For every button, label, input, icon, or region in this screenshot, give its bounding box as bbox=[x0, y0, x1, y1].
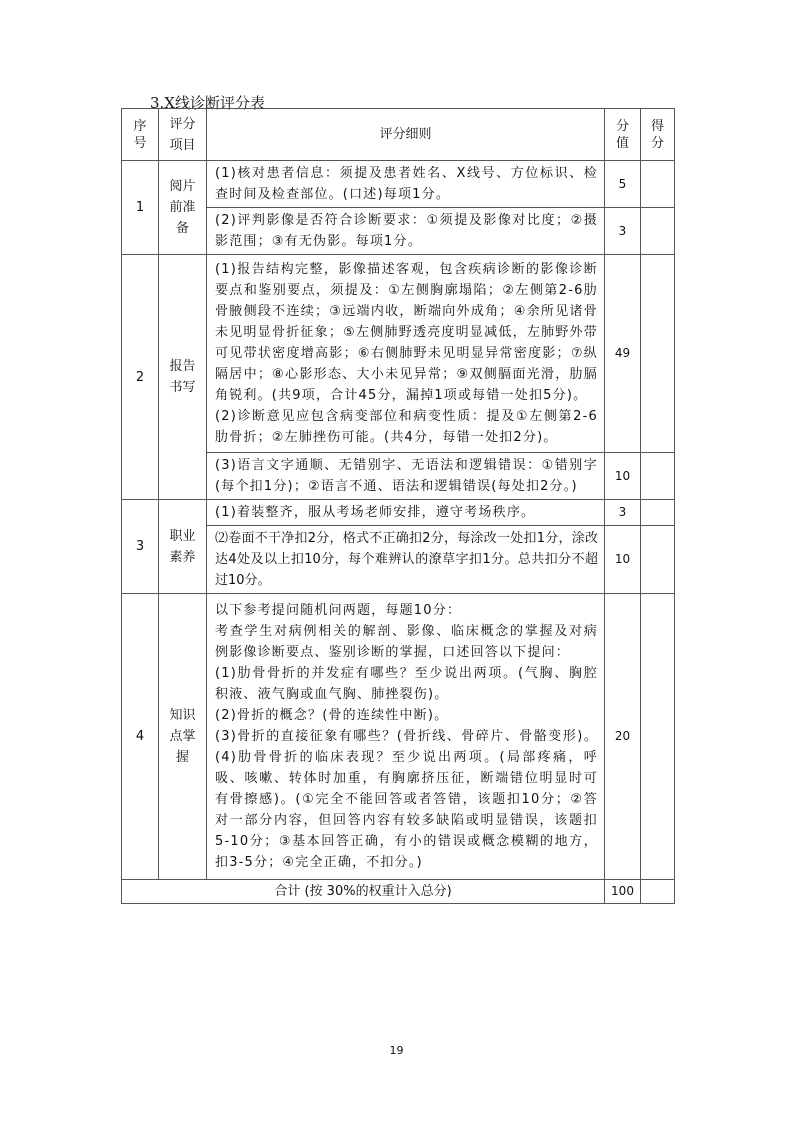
rule-text: ⑵卷面不干净扣2分，格式不正确扣2分，每涂改一处扣1分，涂改达4处及以上扣10分，每个难辨认的潦草字扣1分。总共扣分不超过10分。 bbox=[207, 526, 605, 594]
score-value: 5 bbox=[605, 161, 641, 208]
score-input[interactable] bbox=[641, 453, 675, 500]
row-item: 阅片前准备 bbox=[159, 161, 207, 255]
rule-text bbox=[207, 594, 605, 880]
score-input[interactable] bbox=[641, 161, 675, 208]
rule-text: (1)核对患者信息：须提及患者姓名、X线号、方位标识、检查时间及检查部位。(口述)每项1分。 bbox=[207, 161, 605, 208]
rule-paragraph: 以下参考提问随机问两题，每题10分： bbox=[215, 603, 462, 618]
table-row bbox=[122, 500, 675, 526]
rule-text bbox=[207, 255, 605, 453]
score-value: 10 bbox=[605, 526, 641, 594]
score-value: 10 bbox=[605, 453, 641, 500]
rule-text: (1)着装整齐，服从考场老师安排，遵守考场秩序。 bbox=[207, 500, 605, 526]
score-value: 3 bbox=[605, 208, 641, 255]
row-no: 2 bbox=[122, 255, 159, 500]
row-no: 3 bbox=[122, 500, 159, 594]
scoring-table bbox=[121, 108, 675, 904]
table-row bbox=[122, 594, 675, 880]
total-row bbox=[122, 880, 675, 904]
row-no: 4 bbox=[122, 594, 159, 880]
score-value: 3 bbox=[605, 500, 641, 526]
rule-paragraph: (1)肋骨骨折的并发症有哪些？至少说出两项。(气胸、胸腔积液、液气胸或血气胸、肺挫裂伤)。 bbox=[215, 666, 598, 702]
score-input[interactable] bbox=[641, 255, 675, 453]
table-row bbox=[122, 255, 675, 453]
row-item: 报告书写 bbox=[159, 255, 207, 500]
section-title: 3.X线诊断评分表 bbox=[150, 94, 265, 112]
row-item: 职业素养 bbox=[159, 500, 207, 594]
score-value: 20 bbox=[605, 594, 641, 880]
header-row bbox=[122, 109, 675, 161]
total-input[interactable] bbox=[641, 880, 675, 904]
score-input[interactable] bbox=[641, 594, 675, 880]
rule-text: (3)语言文字通顺、无错别字、无语法和逻辑错误：①错别字(每个扣1分)；②语言不通、语法和逻辑错误(每处扣2分。) bbox=[207, 453, 605, 500]
rule-paragraph: (2)诊断意见应包含病变部位和病变性质：提及①左侧第2-6肋骨折；②左肺挫伤可能。(共4分，每错一处扣2分)。 bbox=[215, 409, 598, 445]
header-no: 序号 bbox=[122, 109, 159, 161]
row-item: 知识点掌握 bbox=[159, 594, 207, 880]
row-no: 1 bbox=[122, 161, 159, 255]
rule-text: (2)评判影像是否符合诊断要求：①须提及影像对比度；②摄影范围；③有无伪影。每项1分。 bbox=[207, 208, 605, 255]
rule-paragraph: (1)报告结构完整，影像描述客观，包含疾病诊断的影像诊断要点和鉴别要点，须提及：①左侧胸廓塌陷；②左侧第2-6肋骨腋侧段不连续；③远端内收，断端向外成角；④余所见诸骨未见明显骨折征象；⑤左侧肺野透亮度明显减低，左肺野外带可见带状密度增高影；⑥右侧肺野未见明显异常密度影；⑦纵隔居中；⑧心影形态、大小未见异常；⑨双侧膈面光滑，肋膈角锐利。(共9项，合计45分，漏掉1项或每错一处扣5分)。 bbox=[215, 262, 598, 403]
score-input[interactable] bbox=[641, 208, 675, 255]
total-label: 合计 (按 30%的权重计入总分) bbox=[122, 880, 605, 904]
header-score: 分值 bbox=[605, 109, 641, 161]
page-number: 19 bbox=[389, 1044, 404, 1057]
header-item: 评分项目 bbox=[159, 109, 207, 161]
header-rule: 评分细则 bbox=[207, 109, 605, 161]
score-input[interactable] bbox=[641, 500, 675, 526]
rule-paragraph: (3)骨折的直接征象有哪些？(骨折线、骨碎片、骨骼变形)。(4)肋骨骨折的临床表现？至少说出两项。(局部疼痛，呼吸、咳嗽、转体时加重，有胸廓挤压征，断端错位明显时可有骨擦感)。(①完全不能回答或者答错，该题扣10分；②答对一部分内容，但回答内容有较多缺陷或明显错误，该题扣5-10分；③基本回答正确，有小的错误或概念模糊的地方，扣3-5分；④完全正确，不扣分。) bbox=[215, 729, 598, 870]
header-got: 得分 bbox=[641, 109, 675, 161]
score-value: 49 bbox=[605, 255, 641, 453]
total-score: 100 bbox=[605, 880, 641, 904]
rule-paragraph: (2)骨折的概念？(骨的连续性中断)。 bbox=[215, 708, 449, 723]
table-row bbox=[122, 161, 675, 208]
rule-paragraph: 考查学生对病例相关的解剖、影像、临床概念的掌握及对病例影像诊断要点、鉴别诊断的掌握，口述回答以下提问： bbox=[215, 624, 598, 660]
score-input[interactable] bbox=[641, 526, 675, 594]
